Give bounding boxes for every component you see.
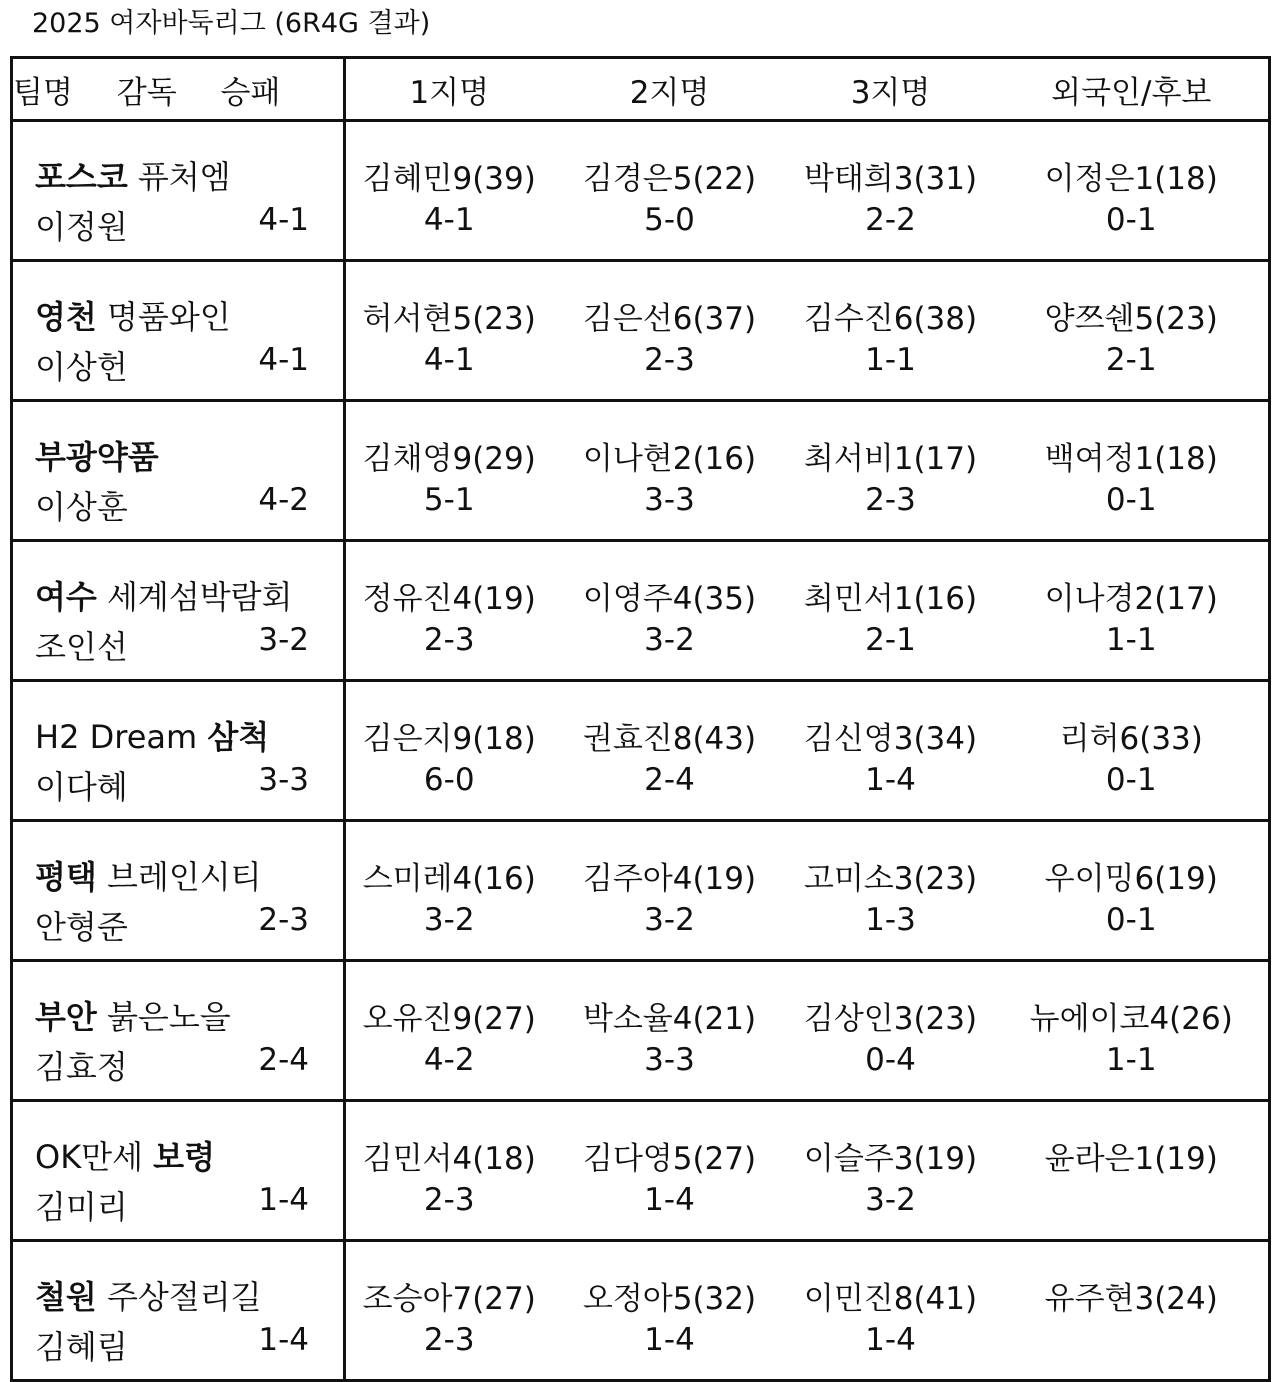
manager-name: 이다혜 [35, 768, 128, 806]
player-record-3: 0-4 [787, 1040, 995, 1101]
player-record-4: 2-1 [995, 340, 1270, 401]
player-name-2: 이영주4(35) [582, 581, 757, 617]
player-record-1: 4-1 [345, 340, 553, 401]
team-name-cell [12, 681, 345, 761]
manager-line [35, 342, 343, 388]
manager-cell [12, 1040, 345, 1101]
manager-cell [12, 620, 345, 681]
player-record-2: 2-3 [553, 340, 787, 401]
team-row [12, 1101, 1270, 1181]
player-record-3: 1-4 [787, 760, 995, 821]
player-name-1: 김은지9(18) [362, 721, 536, 757]
player-name-4: 리허6(33) [995, 681, 1270, 761]
team-record-row [12, 760, 1270, 821]
player-name-4: 유주현3(24) [995, 1241, 1270, 1321]
team-name-cell [12, 821, 345, 901]
team-record: 2-4 [258, 1042, 309, 1078]
team-record: 4-1 [258, 342, 309, 378]
team-city: 포스코 [35, 158, 128, 196]
team-city: 평택 [35, 858, 97, 896]
page-title: 2025 여자바둑리그 (6R4G 결과) [32, 8, 431, 39]
pick1-header: 1지명 [345, 58, 553, 121]
player-record-4 [995, 1180, 1270, 1241]
team-record-row [12, 1320, 1270, 1381]
player-name-4: 우이밍6(19) [995, 821, 1270, 901]
player-name-3: 김신영3(34) [803, 721, 978, 757]
player-name-4: 양쯔쉔5(23) [995, 261, 1270, 341]
player-name-4: 이정은1(18) [995, 121, 1270, 201]
manager-cell [12, 900, 345, 961]
manager-name: 이상헌 [35, 348, 128, 386]
player-record-1: 2-3 [345, 1320, 553, 1381]
player-name-1: 허서현5(23) [362, 301, 536, 337]
team-city: 삼척 [207, 718, 270, 756]
team-row [12, 401, 1270, 481]
manager-line [35, 1322, 343, 1368]
manager-header-label: 감독 [116, 74, 177, 111]
player-record-2: 1-4 [553, 1180, 787, 1241]
player-record-3: 1-4 [787, 1320, 995, 1381]
team-name [35, 572, 343, 618]
team-row [12, 261, 1270, 341]
player-name-1: 정유진4(19) [362, 581, 536, 617]
team-city: 철원 [35, 1278, 97, 1316]
team-city: 부안 [35, 998, 97, 1036]
player-name-1: 김채영9(29) [362, 441, 536, 477]
pick3-header: 3지명 [787, 58, 995, 121]
player-name-1: 김민서4(18) [362, 1141, 536, 1177]
manager-name: 이정원 [35, 208, 128, 246]
player-name-1: 스미레4(16) [362, 861, 536, 897]
player-record-2: 5-0 [553, 200, 787, 261]
team-suffix: 붉은노을 [96, 998, 231, 1036]
player-record-1: 2-3 [345, 1180, 553, 1241]
manager-cell [12, 200, 345, 261]
team-record-row [12, 1040, 1270, 1101]
team-name [35, 852, 343, 898]
player-name-4: 백여정1(18) [995, 401, 1270, 481]
team-record: 4-1 [258, 202, 309, 238]
player-record-4: 0-1 [995, 200, 1270, 261]
manager-name: 김효정 [35, 1048, 128, 1086]
team-record: 4-2 [258, 482, 309, 518]
player-name-3: 이민진8(41) [803, 1281, 978, 1317]
team-row [12, 821, 1270, 901]
player-name-2: 김다영5(27) [582, 1141, 757, 1177]
team-sponsor: H2 Dream [35, 718, 208, 756]
player-record-1: 4-2 [345, 1040, 553, 1101]
team-suffix: 브레인시티 [96, 858, 262, 896]
player-record-4 [995, 1320, 1270, 1381]
manager-line [35, 762, 343, 808]
team-name-cell [12, 541, 345, 621]
team-record-row [12, 1180, 1270, 1241]
player-record-4: 1-1 [995, 1040, 1270, 1101]
manager-name: 김미리 [35, 1188, 128, 1226]
team-name-cell [12, 1241, 345, 1321]
pick2-header: 2지명 [553, 58, 787, 121]
player-name-1: 조승아7(27) [362, 1281, 536, 1317]
player-record-4: 0-1 [995, 480, 1270, 541]
player-record-3: 2-3 [787, 480, 995, 541]
player-record-2: 3-2 [553, 620, 787, 681]
manager-name: 안형준 [35, 908, 128, 946]
player-record-3: 2-2 [787, 200, 995, 261]
team-name [35, 152, 343, 198]
player-name-3: 김상인3(23) [803, 1001, 978, 1037]
team-row [12, 961, 1270, 1041]
team-name [35, 992, 343, 1038]
player-name-3: 박태희3(31) [803, 161, 978, 197]
player-record-1: 6-0 [345, 760, 553, 821]
team-name [35, 432, 343, 478]
league-results-table [10, 56, 1271, 1382]
team-row [12, 681, 1270, 761]
player-record-1: 3-2 [345, 900, 553, 961]
player-record-2: 3-3 [553, 480, 787, 541]
manager-cell [12, 480, 345, 541]
player-record-4: 0-1 [995, 900, 1270, 961]
team-city: 여수 [35, 578, 97, 616]
player-record-2: 2-4 [553, 760, 787, 821]
player-name-3: 김수진6(38) [803, 301, 978, 337]
foreign-header: 외국인/후보 [995, 58, 1270, 121]
manager-cell [12, 1320, 345, 1381]
player-name-3: 고미소3(23) [803, 861, 978, 897]
player-name-3: 최민서1(16) [803, 581, 978, 617]
player-name-2: 이나현2(16) [582, 441, 757, 477]
team-row [12, 1241, 1270, 1321]
player-name-2: 김경은5(22) [582, 161, 757, 197]
team-record-row [12, 620, 1270, 681]
team-city: 보령 [153, 1138, 215, 1176]
manager-cell [12, 1180, 345, 1241]
manager-name: 김혜림 [35, 1328, 128, 1366]
player-name-2: 오정아5(32) [582, 1281, 757, 1317]
header-row [12, 58, 1270, 121]
team-rows [12, 121, 1270, 1381]
team-header-label: 팀명 [13, 74, 73, 111]
player-record-1: 5-1 [345, 480, 553, 541]
player-name-3: 이슬주3(19) [803, 1141, 978, 1177]
player-name-1: 김혜민9(39) [362, 161, 536, 197]
manager-line [35, 622, 343, 668]
player-record-2: 3-2 [553, 900, 787, 961]
manager-line [35, 1182, 343, 1228]
team-record: 3-2 [258, 622, 309, 658]
player-name-4: 윤라은1(19) [995, 1101, 1270, 1181]
player-record-3: 2-1 [787, 620, 995, 681]
player-record-2: 3-3 [553, 1040, 787, 1101]
manager-line [35, 1042, 343, 1088]
player-record-3: 1-1 [787, 340, 995, 401]
team-record-row [12, 900, 1270, 961]
team-record: 1-4 [258, 1182, 309, 1218]
player-record-1: 2-3 [345, 620, 553, 681]
manager-line [35, 902, 343, 948]
team-name [35, 1132, 343, 1178]
player-name-2: 김은선6(37) [582, 301, 757, 337]
player-name-1: 오유진9(27) [362, 1001, 536, 1037]
team-name-cell [12, 401, 345, 481]
player-name-4: 이나경2(17) [995, 541, 1270, 621]
manager-line [35, 202, 343, 248]
team-record: 1-4 [258, 1322, 309, 1358]
team-name [35, 712, 343, 758]
team-record: 3-3 [258, 762, 309, 798]
player-record-4: 1-1 [995, 620, 1270, 681]
team-record-row [12, 200, 1270, 261]
team-row [12, 121, 1270, 201]
team-name-cell [12, 1101, 345, 1181]
team-name-cell [12, 261, 345, 341]
player-record-3: 1-3 [787, 900, 995, 961]
team-suffix: 퓨처엠 [127, 158, 231, 196]
player-name-2: 김주아4(19) [582, 861, 757, 897]
player-record-1: 4-1 [345, 200, 553, 261]
manager-cell [12, 340, 345, 401]
team-suffix: 주상절리길 [96, 1278, 262, 1316]
team-suffix: 명품와인 [96, 298, 231, 336]
team-name [35, 1272, 343, 1318]
team-name-cell [12, 961, 345, 1041]
player-record-3: 3-2 [787, 1180, 995, 1241]
team-record-row [12, 340, 1270, 401]
team-city: 부광약품 [35, 438, 159, 476]
team-name [35, 292, 343, 338]
team-row [12, 541, 1270, 621]
player-name-2: 권효진8(43) [582, 721, 757, 757]
team-city: 영천 [35, 298, 97, 336]
team-name-cell [12, 121, 345, 201]
team-record-row [12, 480, 1270, 541]
manager-line [35, 482, 343, 528]
team-record: 2-3 [258, 902, 309, 938]
player-record-2: 1-4 [553, 1320, 787, 1381]
team-sponsor: OK만세 [35, 1138, 154, 1176]
player-name-3: 최서비1(17) [803, 441, 978, 477]
manager-cell [12, 760, 345, 821]
player-record-4: 0-1 [995, 760, 1270, 821]
manager-name: 조인선 [35, 628, 128, 666]
team-column-header [12, 58, 345, 121]
record-header-label: 승패 [220, 74, 281, 111]
team-suffix: 세계섬박람회 [96, 578, 293, 616]
player-name-2: 박소율4(21) [582, 1001, 757, 1037]
player-name-4: 뉴에이코4(26) [995, 961, 1270, 1041]
manager-name: 이상훈 [35, 488, 128, 526]
